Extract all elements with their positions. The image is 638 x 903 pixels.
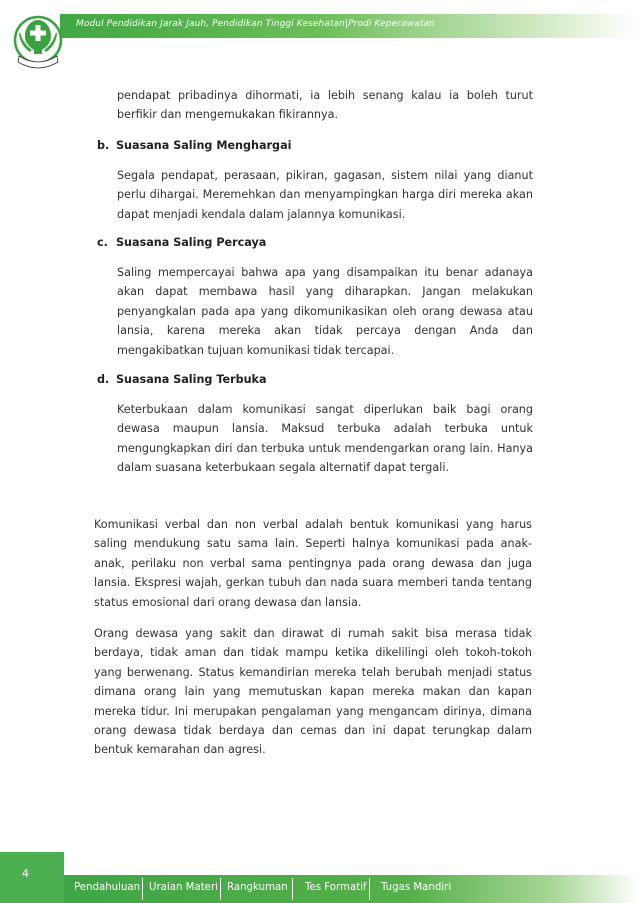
nav-divider (292, 878, 293, 900)
nav-divider (220, 878, 221, 900)
section-heading-d (97, 373, 267, 386)
section-title: Suasana Saling Terbuka (116, 373, 267, 386)
section-text-c: Saling mempercayai bahwa apa yang disampaikan itu benar adanaya akan dapat membawa hasil yang diharapkan. Jangan melakukan penyangkalan pada apa yang dikomunikasikan oleh orang dewasa atau lansia, karena mereka akan tidak percaya dengan Anda dan mengakibatkan tujuan komunikasi tidak tercapai. (117, 266, 533, 357)
section-label: c. (97, 236, 108, 249)
body-paragraph-2: Orang dewasa yang sakit dan dirawat di rumah sakit bisa merasa tidak berdaya, tidak aman dan tidak mampu ketika dikelilingi oleh tokoh-tokoh yang berwenang. Status kemandirian mereka telah berubah menjadi status dimana orang lain yang memutuskan kapan mereka makan dan kapan mereka tidur. Ini merupakan pengalaman yang mengancam dirinya, dimana orang dewasa tidak berdaya dan cemas dan ini dapat terungkap dalam bentuk kemarahan dan agresi. (94, 627, 532, 757)
section-heading-c (97, 236, 266, 249)
body-paragraph-1: Komunikasi verbal dan non verbal adalah bentuk komunikasi yang harus saling mendukung satu sama lain. Seperti halnya komunikasi pada anak-anak, perilaku non verbal sama pentingnya pada orang dewasa dan juga lansia. Ekspresi wajah, gerkan tubuh dan nada suara memberi tanda tentang status emosional dari orang dewasa dan lansia. (94, 518, 532, 609)
bakti-husada-logo (12, 10, 64, 76)
nav-divider (142, 878, 143, 900)
header-title (76, 19, 435, 29)
section-label: d. (97, 373, 110, 386)
program-name: Prodi Keperawatan (348, 19, 435, 29)
nav-rangkuman[interactable]: Rangkuman (227, 882, 288, 893)
section-title: Suasana Saling Menghargai (116, 139, 292, 152)
module-title: Modul Pendidikan Jarak Jauh, Pendidikan Tinggi Kesehatan (76, 19, 345, 29)
section-title: Suasana Saling Percaya (116, 236, 267, 249)
nav-tes-formatif[interactable]: Tes Formatif (305, 882, 367, 893)
nav-divider (369, 878, 370, 900)
nav-tugas-mandiri[interactable]: Tugas Mandiri (381, 882, 452, 893)
section-heading-b (97, 139, 291, 152)
page-number: 4 (22, 867, 29, 880)
section-label: b. (97, 139, 110, 152)
header-separator: | (344, 19, 349, 29)
nav-uraian-materi[interactable]: Uraian Materi (149, 882, 218, 893)
nav-pendahuluan[interactable]: Pendahuluan (74, 882, 141, 893)
section-text-d: Keterbukaan dalam komunikasi sangat diperlukan baik bagi orang dewasa maupun lansia. Maksud terbuka adalah terbuka untuk mengungkapkan diri dan terbuka untuk mendengarkan orang lain. Hanya dalam suasana keterbukaan segala alternatif dapat tergali. (117, 403, 533, 475)
section-text-b: Segala pendapat, perasaan, pikiran, gagasan, sistem nilai yang dianut perlu dihargai. Meremehkan dan menyampingkan harga diri mereka akan dapat menjadi kendala dalam jalannya komunikasi. (117, 169, 533, 221)
intro-continuation: pendapat pribadinya dihormati, ia lebih senang kalau ia boleh turut berfikir dan mengemukakan fikirannya. (117, 89, 533, 122)
footer-page-tab (0, 852, 64, 903)
